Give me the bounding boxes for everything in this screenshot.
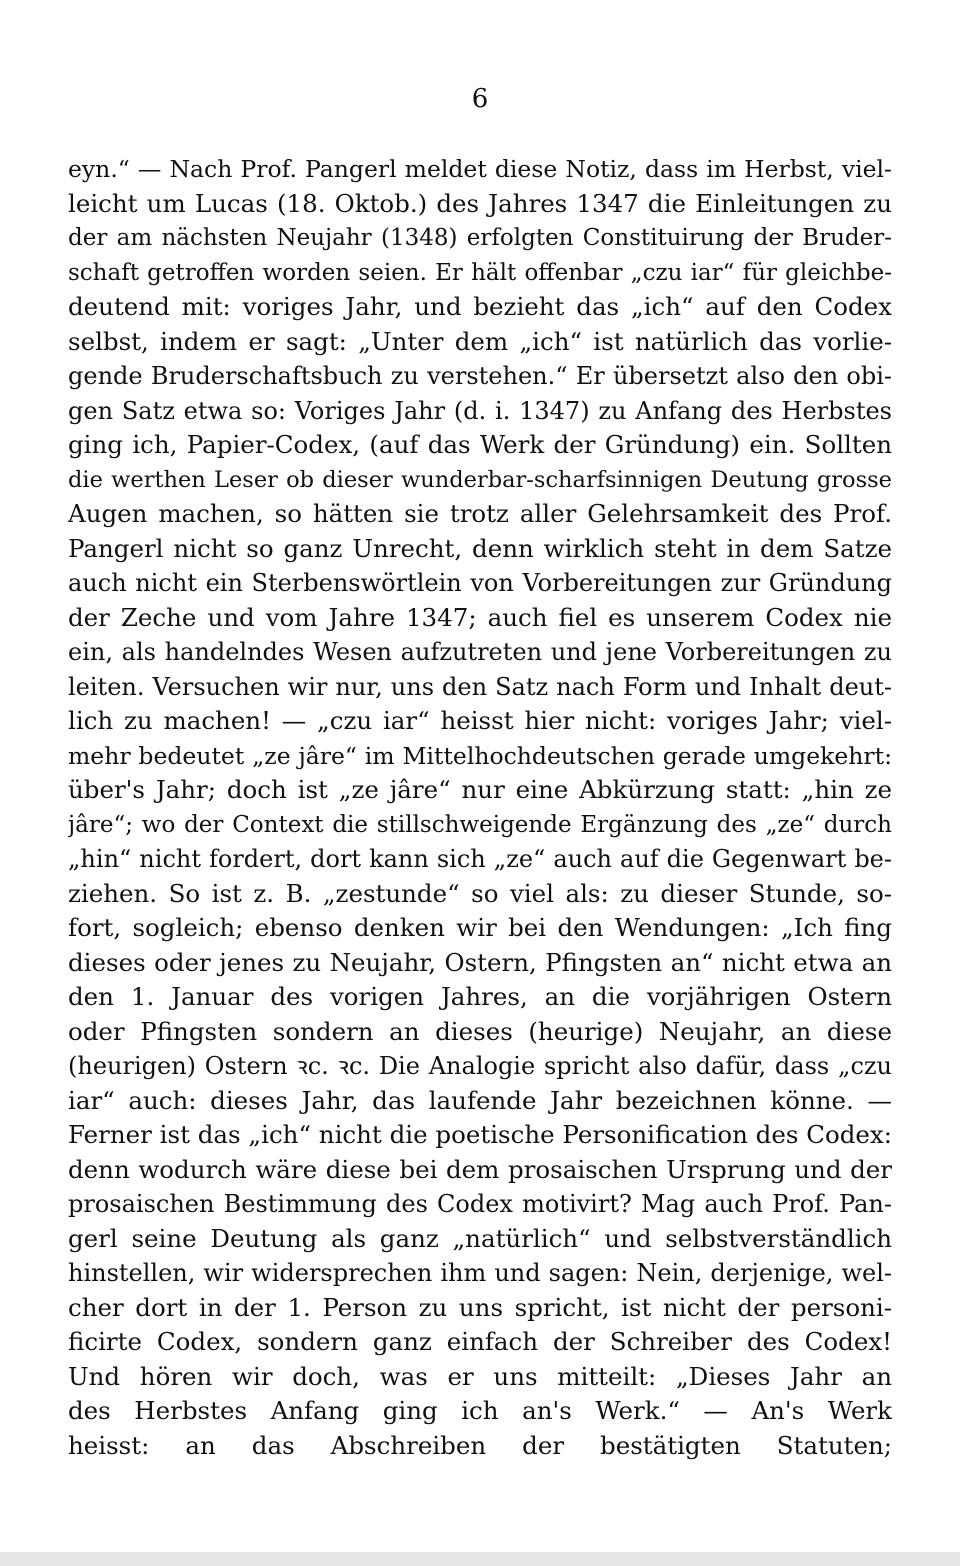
- text-line: heisst: an das Abschreiben der bestätigten Statuten;: [68, 1430, 892, 1460]
- text-line: über's Jahr; doch ist „ze jâre“ nur eine Abkürzung statt: „hin ze: [68, 775, 892, 804]
- text-line: iar“ auch: dieses Jahr, das laufende Jahr bezeichnen könne. —: [68, 1085, 892, 1115]
- text-line: die werthen Leser ob dieser wunderbar-scharfsinnigen Deutung grosse: [68, 466, 892, 493]
- text-line: Augen machen, so hätten sie trotz aller Gelehrsamkeit des Prof.: [68, 499, 892, 528]
- text-line: ziehen. So ist z. B. „zestunde“ so viel als: zu dieser Stunde, so-: [68, 878, 892, 908]
- text-line: des Herbstes Anfang ging ich an's Werk.“ — An's Werk: [68, 1396, 892, 1425]
- text-line: ein, als handelndes Wesen aufzutreten und jene Vorbereitungen zu: [68, 638, 892, 666]
- text-line: oder Pfingsten sondern an dieses (heurige) Neujahr, an diese: [68, 1016, 892, 1046]
- scan-bottom-edge: [0, 1552, 960, 1566]
- body-text: [68, 152, 892, 1463]
- text-line: Und hören wir doch, was er uns mitteilt: „Dieses Jahr an: [68, 1361, 892, 1391]
- page-number: 6: [471, 84, 489, 114]
- text-line: gen Satz etwa so: Voriges Jahr (d. i. 1347) zu Anfang des Herbstes: [68, 396, 892, 425]
- text-line: fort, sogleich; ebenso denken wir bei den Wendungen: „Ich fing: [68, 913, 892, 942]
- text-line: hinstellen, wir widersprechen ihm und sagen: Nein, derjenige, wel-: [68, 1259, 892, 1287]
- text-line: „hin“ nicht fordert, dort kann sich „ze“ auch auf die Gegenwart be-: [68, 845, 892, 873]
- text-line: dieses oder jenes zu Neujahr, Ostern, Pfingsten an“ nicht etwa an: [68, 947, 892, 977]
- text-line: gerl seine Deutung als ganz „natürlich“ und selbstverständlich: [68, 1223, 892, 1253]
- text-line: gende Bruderschaftsbuch zu verstehen.“ Er übersetzt also den obi-: [68, 362, 892, 390]
- text-line: Ferner ist das „ich“ nicht die poetische Personification des Codex:: [68, 1120, 892, 1149]
- text-line: auch nicht ein Sterbenswörtlein von Vorbereitungen zur Gründung: [68, 569, 892, 597]
- text-line: selbst, indem er sagt: „Unter dem „ich“ ist natürlich das vorlie-: [68, 326, 892, 356]
- text-line: mehr bedeutet „ze jâre“ im Mittelhochdeutschen gerade umgekehrt:: [68, 741, 892, 770]
- text-line: prosaischen Bestimmung des Codex motivirt? Mag auch Prof. Pan-: [68, 1190, 892, 1218]
- text-line: lich zu machen! — „czu iar“ heisst hier nicht: voriges Jahr; viel-: [68, 706, 892, 735]
- text-line: den 1. Januar des vorigen Jahres, an die vorjährigen Ostern: [68, 982, 892, 1011]
- text-line: schaft getroffen worden seien. Er hält offenbar „czu iar“ für gleichbe-: [68, 259, 892, 286]
- text-line: deutend mit: voriges Jahr, und bezieht das „ich“ auf den Codex: [68, 292, 892, 321]
- text-line: (heurigen) Ostern ꝛc. ꝛc. Die Analogie spricht also dafür, dass „czu: [68, 1052, 892, 1080]
- text-line: der am nächsten Neujahr (1348) erfolgten Constituirung der Bruder-: [68, 225, 892, 251]
- text-line: der Zeche und vom Jahre 1347; auch fiel es unserem Codex nie: [68, 602, 892, 632]
- text-line: Pangerl nicht so ganz Unrecht, denn wirklich steht in dem Satze: [68, 533, 892, 563]
- text-line: leiten. Versuchen wir nur, uns den Satz nach Form und Inhalt deut-: [68, 672, 892, 701]
- text-line: leicht um Lucas (18. Oktob.) des Jahres 1347 die Einleitungen zu: [68, 188, 892, 218]
- text-line: denn wodurch wäre diese bei dem prosaischen Ursprung und der: [68, 1154, 892, 1184]
- text-line: ficirte Codex, sondern ganz einfach der Schreiber des Codex!: [68, 1327, 892, 1356]
- text-line: ging ich, Papier-Codex, (auf das Werk der Gründung) ein. Sollten: [68, 430, 892, 459]
- text-line: eyn.“ — Nach Prof. Pangerl meldet diese Notiz, dass im Herbst, viel-: [68, 155, 892, 183]
- text-line: jâre“; wo der Context die stillschweigende Ergänzung des „ze“ durch: [68, 811, 892, 838]
- text-line: cher dort in der 1. Person zu uns spricht, ist nicht der personi-: [68, 1292, 892, 1322]
